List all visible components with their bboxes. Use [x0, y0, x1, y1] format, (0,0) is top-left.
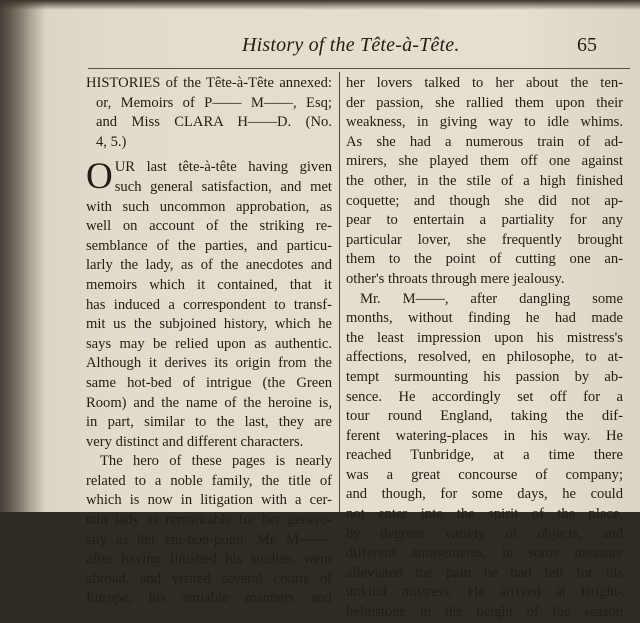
- text-line: mirers, she played them off one against: [346, 153, 623, 170]
- article-title-line: 4, 5.): [96, 133, 127, 150]
- text-line: the least impression upon his mistress's: [346, 329, 623, 346]
- text-line: alleviated the pain he had felt for his: [346, 564, 623, 581]
- text-line: has induced a correspondent to transf-: [86, 296, 332, 313]
- text-line: Mr. M——, after dangling some: [360, 290, 623, 307]
- text-line: and though, for some days, he could: [346, 486, 623, 503]
- column-divider: [339, 72, 340, 512]
- text-line: The hero of these pages is nearly: [100, 453, 332, 470]
- text-line: other's throats through mere jealousy.: [346, 270, 565, 287]
- text-line: related to a noble family, the title of: [86, 472, 332, 489]
- header-rule: [88, 68, 630, 69]
- article-title-line: HISTORIES of the Tête-à-Tête annexed:: [86, 75, 332, 91]
- text-line: As she had a numerous train of ad-: [346, 133, 623, 150]
- text-line: which is now in litigation with a cer-: [86, 492, 332, 509]
- text-line: weakness, in giving way to idle whims.: [346, 114, 623, 131]
- text-line: such general satisfaction, and met: [114, 178, 332, 195]
- text-line: tour round England, taking the dif-: [346, 408, 623, 425]
- text-line: with such uncommon approbation, as: [86, 198, 332, 215]
- right-column: [346, 74, 623, 623]
- text-line: sence. He accordingly set off for a: [346, 388, 623, 405]
- text-line: mit us the subjoined history, which he: [86, 316, 332, 333]
- text-line: the other, in the stile of a high finished: [346, 172, 623, 189]
- text-line: ferent watering-places in his way. He: [346, 427, 623, 444]
- text-line: affections, resolved, en philosophe, to at-: [346, 349, 623, 366]
- text-line: same hot-bed of intrigue (the Green: [86, 374, 332, 391]
- article-title-line: or, Memoirs of P—— M——, Esq;: [96, 94, 332, 111]
- text-line: her lovers talked to her about the ten-: [346, 75, 623, 91]
- text-line: semblance of the parties, and particu-: [86, 237, 332, 254]
- text-line: tempt surmounting his passion by ab-: [346, 368, 623, 385]
- text-line: in part, similar to the last, they are: [86, 414, 332, 431]
- text-line: coquette; and though she did not ap-: [346, 192, 623, 209]
- text-line: abroad, and visited several courts of: [86, 570, 332, 587]
- text-line: unkind mistress. He arrived at Bright-: [346, 584, 623, 601]
- text-line: well on account of the striking re-: [86, 218, 332, 235]
- drop-cap: O: [86, 156, 113, 198]
- page-top-edge: [0, 0, 640, 10]
- text-line: not enter into the spirit of the place,: [346, 506, 623, 523]
- text-line: months, without finding he had made: [346, 310, 623, 327]
- text-line: larly the lady, as of the anecdotes and: [86, 257, 332, 274]
- page-number: 65: [577, 34, 597, 56]
- text-line: memoirs which it contained, that it: [86, 276, 332, 293]
- running-head: History of the Tête-à-Tête.: [242, 34, 460, 56]
- text-line: different amusements, in some measure: [346, 545, 623, 562]
- text-line: after having finished his studies, went: [86, 551, 332, 568]
- text-line: very distinct and different characters.: [86, 433, 304, 450]
- article-title-line: and Miss CLARA H——D. (No.: [96, 114, 332, 131]
- text-line: tain lady as remarkable for her genero-: [86, 512, 332, 529]
- text-line: helmstone in the height of the season: [346, 604, 623, 621]
- text-line: by degrees variety of objects, and: [346, 525, 623, 542]
- text-line: der passion, she rallied them upon their: [346, 94, 623, 111]
- text-line: particular lover, she frequently brought: [346, 231, 623, 248]
- text-line: Room) and the name of the heroine is,: [86, 394, 332, 411]
- text-line: UR last tête-à-tête having given: [114, 159, 332, 176]
- text-line: reached Tunbridge, at a time there: [346, 447, 623, 464]
- text-line: Europe; his amiable manners and: [86, 590, 332, 607]
- left-column: [86, 74, 332, 609]
- spine-shadow: [0, 0, 46, 512]
- text-line: them to the point of cutting one an-: [346, 251, 623, 268]
- text-line: sity as her em-bon-point. Mr. M——,: [86, 531, 332, 548]
- text-line: says may be relied upon as authentic.: [86, 335, 332, 352]
- text-line: pear to entertain a partiality for any: [346, 212, 623, 229]
- text-line: was a great concourse of company;: [346, 466, 623, 483]
- text-line: Although it derives its origin from the: [86, 355, 332, 372]
